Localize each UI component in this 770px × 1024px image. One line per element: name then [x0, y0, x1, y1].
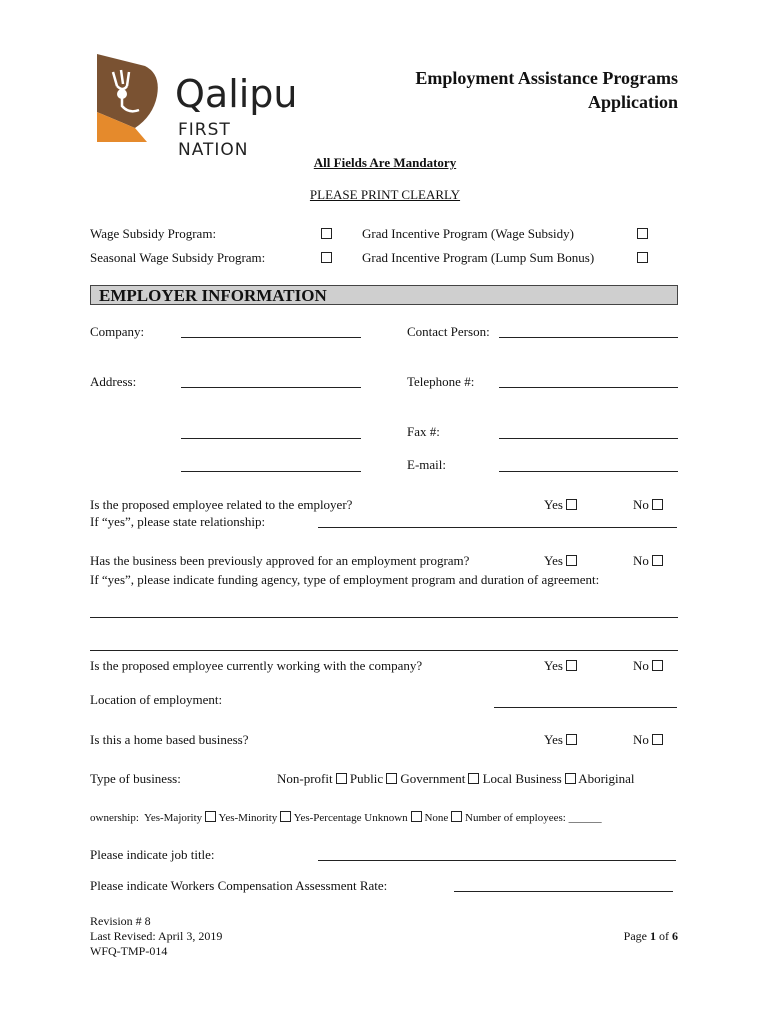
page-current: 1	[650, 929, 656, 943]
public-checkbox[interactable]	[386, 773, 397, 784]
page-of: of	[659, 929, 669, 943]
minority-checkbox[interactable]	[280, 811, 291, 822]
approved-no-checkbox[interactable]	[652, 555, 663, 566]
caribou-logo-icon	[95, 52, 163, 144]
page-total: 6	[672, 929, 678, 943]
yes-label: Yes	[544, 497, 563, 512]
nonprofit-checkbox[interactable]	[336, 773, 347, 784]
last-revised: Last Revised: April 3, 2019	[90, 929, 223, 943]
ownership-unknown: Yes-Percentage Unknown	[293, 812, 408, 824]
none-checkbox[interactable]	[451, 811, 462, 822]
business-type-nonprofit: Non-profit	[277, 771, 333, 786]
email-label: E-mail:	[407, 457, 446, 472]
ownership-row	[90, 811, 602, 824]
company-field[interactable]	[181, 337, 361, 338]
home-yes-checkbox[interactable]	[566, 734, 577, 745]
job-title-field[interactable]	[318, 860, 676, 861]
job-title-label: Please indicate job title:	[90, 847, 215, 862]
contact-person-field[interactable]	[499, 337, 678, 338]
working-no[interactable]	[633, 658, 663, 674]
location-label: Location of employment:	[90, 692, 223, 707]
approved-yes-checkbox[interactable]	[566, 555, 577, 566]
email-field[interactable]	[499, 471, 678, 472]
business-type-options	[277, 771, 635, 787]
revision-number: Revision # 8	[90, 914, 151, 928]
approved-yes[interactable]	[544, 553, 577, 569]
print-note: PLEASE PRINT CLEARLY	[309, 187, 461, 202]
telephone-label: Telephone #:	[407, 374, 475, 389]
yes-label: Yes	[544, 553, 563, 568]
logo-name: Qalipu	[175, 72, 298, 116]
program-grad-lump-checkbox[interactable]	[637, 252, 648, 263]
business-type-label: Type of business:	[90, 771, 181, 786]
address-field-3[interactable]	[181, 471, 361, 472]
footer-info	[90, 914, 222, 959]
location-field[interactable]	[494, 707, 677, 708]
local-business-checkbox[interactable]	[565, 773, 576, 784]
relationship-label: If “yes”, please state relationship:	[90, 514, 266, 529]
title-line-2: Application	[587, 92, 678, 112]
business-type-government: Government	[400, 771, 466, 786]
ownership-majority: Yes-Majority	[143, 812, 203, 824]
working-question: Is the proposed employee currently working with the company?	[90, 658, 423, 673]
company-label: Company:	[90, 324, 145, 339]
program-seasonal-checkbox[interactable]	[321, 252, 332, 263]
section-header-employer	[90, 285, 678, 305]
working-no-checkbox[interactable]	[652, 660, 663, 671]
business-type-local: Local Business	[482, 771, 562, 786]
fax-field[interactable]	[499, 438, 678, 439]
funding-details-field-1[interactable]	[90, 617, 678, 618]
funding-details-field-2[interactable]	[90, 650, 678, 651]
address-field-2[interactable]	[181, 438, 361, 439]
ownership-none: None	[424, 812, 449, 824]
address-label: Address:	[90, 374, 137, 389]
program-seasonal-label: Seasonal Wage Subsidy Program:	[90, 250, 266, 265]
related-no[interactable]	[633, 497, 663, 513]
home-no[interactable]	[633, 732, 663, 748]
approved-no[interactable]	[633, 553, 663, 569]
government-checkbox[interactable]	[468, 773, 479, 784]
employee-count: Number of employees: ______	[465, 812, 602, 824]
related-yes-checkbox[interactable]	[566, 499, 577, 510]
title-line-1: Employment Assistance Programs	[415, 68, 678, 88]
logo	[95, 52, 305, 160]
page-number	[624, 929, 678, 944]
ownership-label: ownership:	[90, 812, 139, 824]
ownership-minority: Yes-Minority	[218, 812, 278, 824]
logo-subtitle: FIRST NATION	[178, 120, 249, 160]
fax-label: Fax #:	[407, 424, 440, 439]
no-label: No	[633, 658, 649, 673]
relationship-field[interactable]	[318, 527, 677, 528]
home-question: Is this a home based business?	[90, 732, 249, 747]
wcb-field[interactable]	[454, 891, 673, 892]
working-yes-checkbox[interactable]	[566, 660, 577, 671]
wcb-label: Please indicate Workers Compensation Assessment Rate:	[90, 878, 388, 893]
no-label: No	[633, 732, 649, 747]
business-type-public: Public	[349, 771, 384, 786]
program-wage-subsidy-checkbox[interactable]	[321, 228, 332, 239]
page-title	[415, 66, 678, 114]
section-title: EMPLOYER INFORMATION	[99, 286, 327, 305]
home-yes[interactable]	[544, 732, 577, 748]
related-no-checkbox[interactable]	[652, 499, 663, 510]
related-question: Is the proposed employee related to the employer?	[90, 497, 353, 512]
telephone-field[interactable]	[499, 387, 678, 388]
funding-details-label: If “yes”, please indicate funding agency, type of employment program and duration of agreement:	[90, 572, 600, 587]
approved-question: Has the business been previously approved for an employment program?	[90, 553, 470, 568]
no-label: No	[633, 497, 649, 512]
form-code: WFQ-TMP-014	[90, 944, 168, 958]
program-grad-lump-label: Grad Incentive Program (Lump Sum Bonus)	[362, 250, 595, 265]
page-prefix: Page	[623, 929, 647, 943]
majority-checkbox[interactable]	[205, 811, 216, 822]
program-grad-wage-checkbox[interactable]	[637, 228, 648, 239]
unknown-checkbox[interactable]	[411, 811, 422, 822]
no-label: No	[633, 553, 649, 568]
business-type-aboriginal: Aboriginal	[578, 771, 635, 786]
related-yes[interactable]	[544, 497, 577, 513]
working-yes[interactable]	[544, 658, 577, 674]
address-field-1[interactable]	[181, 387, 361, 388]
program-wage-subsidy-label: Wage Subsidy Program:	[90, 226, 217, 241]
home-no-checkbox[interactable]	[652, 734, 663, 745]
contact-person-label: Contact Person:	[407, 324, 490, 339]
program-grad-wage-label: Grad Incentive Program (Wage Subsidy)	[362, 226, 574, 241]
mandatory-note: All Fields Are Mandatory	[313, 155, 457, 170]
yes-label: Yes	[544, 658, 563, 673]
yes-label: Yes	[544, 732, 563, 747]
